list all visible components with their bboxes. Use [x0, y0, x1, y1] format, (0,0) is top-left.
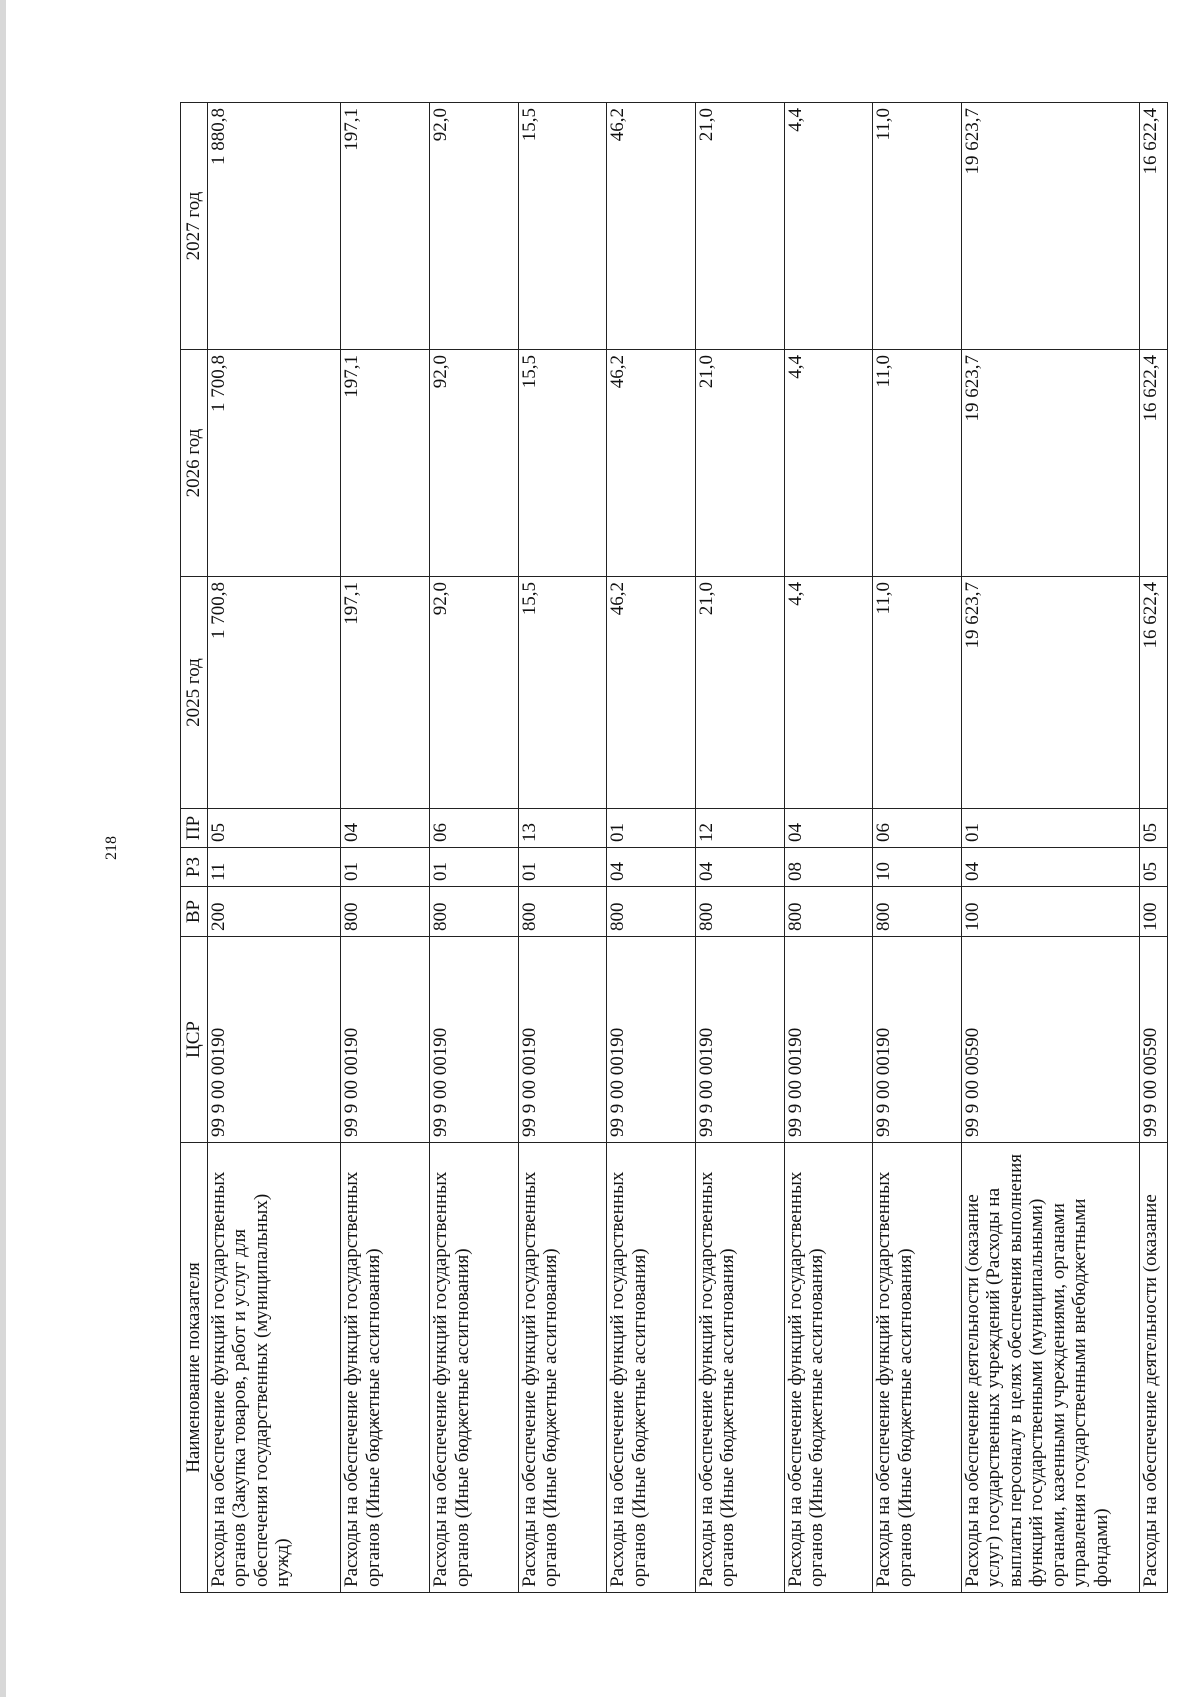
table-header-row — [181, 103, 208, 1593]
csr-cell: 99 9 00 00190 — [784, 937, 873, 1143]
csr-cell: 99 9 00 00590 — [961, 937, 1139, 1143]
value-2026-cell: 21,0 — [695, 350, 784, 577]
pr-cell: 12 — [695, 809, 784, 848]
value-2025-cell: 21,0 — [695, 577, 784, 809]
value-2026-cell: 197,1 — [341, 350, 430, 577]
csr-cell: 99 9 00 00190 — [430, 937, 519, 1143]
pr-cell: 01 — [961, 809, 1139, 848]
column-header: 2027 год — [181, 103, 208, 350]
value-2025-cell: 15,5 — [518, 577, 607, 809]
value-2027-cell: 21,0 — [695, 103, 784, 350]
vr-cell: 800 — [341, 887, 430, 937]
rz-cell: 01 — [518, 848, 607, 887]
table-row — [208, 103, 341, 1593]
rz-cell: 04 — [961, 848, 1139, 887]
pr-cell: 05 — [1140, 809, 1168, 848]
rz-cell: 04 — [695, 848, 784, 887]
row-name-cell: Расходы на обеспечение функций государственных органов (Иные бюджетные ассигнования) — [873, 1143, 962, 1593]
table-row — [961, 103, 1139, 1593]
value-2027-cell: 92,0 — [430, 103, 519, 350]
value-2027-cell: 1 880,8 — [208, 103, 341, 350]
vr-cell: 100 — [961, 887, 1139, 937]
vr-cell: 800 — [784, 887, 873, 937]
row-name-cell: Расходы на обеспечение функций государственных органов (Иные бюджетные ассигнования) — [784, 1143, 873, 1593]
csr-cell: 99 9 00 00190 — [607, 937, 696, 1143]
rotated-page-content — [180, 103, 1168, 1593]
vr-cell: 100 — [1140, 887, 1168, 937]
value-2026-cell: 11,0 — [873, 350, 962, 577]
value-2027-cell: 16 622,4 — [1140, 103, 1168, 350]
pr-cell: 13 — [518, 809, 607, 848]
value-2025-cell: 197,1 — [341, 577, 430, 809]
value-2027-cell: 19 623,7 — [961, 103, 1139, 350]
value-2026-cell: 1 700,8 — [208, 350, 341, 577]
row-name-cell: Расходы на обеспечение деятельности (оказание — [1140, 1143, 1168, 1593]
value-2027-cell: 15,5 — [518, 103, 607, 350]
row-name-cell: Расходы на обеспечение функций государственных органов (Иные бюджетные ассигнования) — [518, 1143, 607, 1593]
row-name-cell: Расходы на обеспечение функций государственных органов (Иные бюджетные ассигнования) — [341, 1143, 430, 1593]
value-2027-cell: 11,0 — [873, 103, 962, 350]
table-row — [784, 103, 873, 1593]
pr-cell: 05 — [208, 809, 341, 848]
value-2025-cell: 92,0 — [430, 577, 519, 809]
rz-cell: 10 — [873, 848, 962, 887]
column-header: РЗ — [181, 848, 208, 887]
row-name-cell: Расходы на обеспечение функций государственных органов (Иные бюджетные ассигнования) — [607, 1143, 696, 1593]
value-2025-cell: 11,0 — [873, 577, 962, 809]
table-row — [518, 103, 607, 1593]
row-name-cell: Расходы на обеспечение деятельности (оказание услуг) государственных учреждений (Расходы на выплаты персоналу в целях обеспечения выполнения функций государственными (муниципальными) органами, казенными учреждениями, органами управления государственными внебюджетными фондами) — [961, 1143, 1139, 1593]
scan-edge — [0, 0, 6, 1697]
vr-cell: 800 — [518, 887, 607, 937]
value-2026-cell: 16 622,4 — [1140, 350, 1168, 577]
pr-cell: 01 — [607, 809, 696, 848]
rz-cell: 11 — [208, 848, 341, 887]
table-row — [695, 103, 784, 1593]
column-header: ПР — [181, 809, 208, 848]
rz-cell: 08 — [784, 848, 873, 887]
value-2026-cell: 46,2 — [607, 350, 696, 577]
vr-cell: 200 — [208, 887, 341, 937]
column-header: 2026 год — [181, 350, 208, 577]
column-header: 2025 год — [181, 577, 208, 809]
row-name-cell: Расходы на обеспечение функций государственных органов (Иные бюджетные ассигнования) — [695, 1143, 784, 1593]
value-2027-cell: 197,1 — [341, 103, 430, 350]
rz-cell: 01 — [430, 848, 519, 887]
column-header: ВР — [181, 887, 208, 937]
value-2025-cell: 1 700,8 — [208, 577, 341, 809]
value-2025-cell: 46,2 — [607, 577, 696, 809]
value-2026-cell: 19 623,7 — [961, 350, 1139, 577]
csr-cell: 99 9 00 00190 — [518, 937, 607, 1143]
rz-cell: 01 — [341, 848, 430, 887]
pr-cell: 06 — [873, 809, 962, 848]
csr-cell: 99 9 00 00190 — [873, 937, 962, 1143]
value-2026-cell: 92,0 — [430, 350, 519, 577]
pr-cell: 06 — [430, 809, 519, 848]
pr-cell: 04 — [341, 809, 430, 848]
value-2025-cell: 16 622,4 — [1140, 577, 1168, 809]
table-body — [208, 103, 1168, 1593]
vr-cell: 800 — [695, 887, 784, 937]
value-2027-cell: 46,2 — [607, 103, 696, 350]
table-row — [430, 103, 519, 1593]
vr-cell: 800 — [873, 887, 962, 937]
row-name-cell: Расходы на обеспечение функций государственных органов (Иные бюджетные ассигнования) — [430, 1143, 519, 1593]
budget-table — [180, 102, 1168, 1593]
table-row — [873, 103, 962, 1593]
table-row — [341, 103, 430, 1593]
csr-cell: 99 9 00 00590 — [1140, 937, 1168, 1143]
value-2025-cell: 4,4 — [784, 577, 873, 809]
column-header: ЦСР — [181, 937, 208, 1143]
csr-cell: 99 9 00 00190 — [695, 937, 784, 1143]
rz-cell: 04 — [607, 848, 696, 887]
rz-cell: 05 — [1140, 848, 1168, 887]
pr-cell: 04 — [784, 809, 873, 848]
vr-cell: 800 — [430, 887, 519, 937]
table-row — [607, 103, 696, 1593]
vr-cell: 800 — [607, 887, 696, 937]
csr-cell: 99 9 00 00190 — [208, 937, 341, 1143]
value-2025-cell: 19 623,7 — [961, 577, 1139, 809]
value-2027-cell: 4,4 — [784, 103, 873, 350]
value-2026-cell: 4,4 — [784, 350, 873, 577]
value-2026-cell: 15,5 — [518, 350, 607, 577]
column-header: Наименование показателя — [181, 1143, 208, 1593]
csr-cell: 99 9 00 00190 — [341, 937, 430, 1143]
row-name-cell: Расходы на обеспечение функций государственных органов (Закупка товаров, работ и услуг для обеспечения государственных (муниципальных) нужд) — [208, 1143, 341, 1593]
table-row — [1140, 103, 1168, 1593]
page-number: 218 — [103, 836, 120, 860]
